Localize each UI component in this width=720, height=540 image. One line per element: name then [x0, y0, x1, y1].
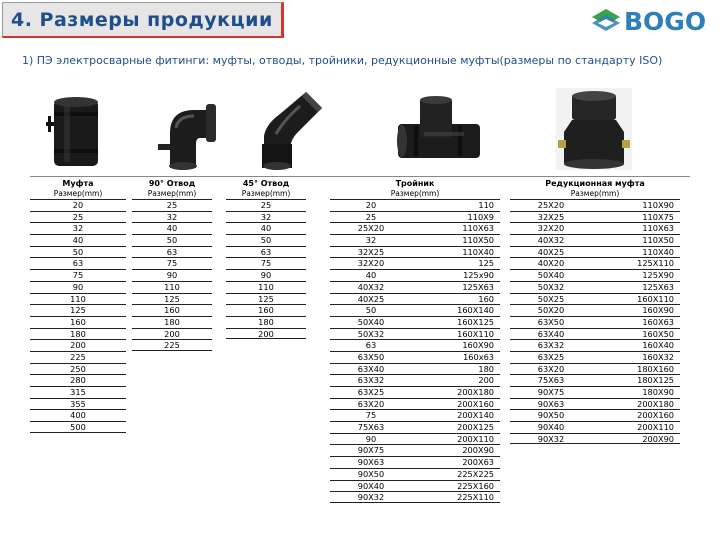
table-row [30, 316, 126, 328]
elbow45-image [256, 84, 328, 170]
table-cell: 110 [164, 281, 180, 292]
elbow90-table [132, 179, 212, 351]
table-cell: 180X90 [642, 387, 674, 397]
table-cell: 63X32 [357, 375, 385, 386]
table-cell: 110X90 [642, 200, 674, 210]
table-row [330, 421, 500, 433]
table-row [510, 222, 680, 234]
table-cell: 125X63 [642, 281, 674, 292]
table-top-rule [30, 176, 690, 177]
table-row [510, 293, 680, 305]
table-row [30, 409, 126, 421]
table-cell: 160X90 [462, 340, 494, 351]
table-cell: 50X32 [357, 328, 385, 339]
table-row [330, 246, 500, 258]
tee-image [394, 94, 484, 170]
table-row [510, 339, 680, 351]
table-cell: 90X50 [357, 468, 385, 479]
table-cell: 25 [260, 200, 272, 210]
elbow45-table [226, 179, 306, 339]
table-cell: 90X63 [357, 457, 385, 468]
table-row [30, 374, 126, 386]
reducer-title: Редукционная муфта [545, 179, 645, 188]
table-row [132, 246, 212, 258]
table-row [510, 409, 680, 421]
table-cell: 200X90 [642, 433, 674, 444]
table-cell: 90X40 [357, 480, 385, 491]
table-cell: 32 [260, 211, 272, 222]
elbow90-title: 90° Отвод [148, 179, 196, 188]
table-row [330, 398, 500, 410]
table-row [330, 304, 500, 316]
table-cell: 160X90 [642, 305, 674, 316]
table-cell: 40 [365, 270, 377, 281]
coupling-title: Муфта [62, 179, 94, 188]
table-row [330, 234, 500, 246]
table-cell: 160X140 [457, 305, 494, 316]
table-cell: 40 [260, 223, 272, 234]
tee-title: Тройник [395, 179, 435, 188]
table-row [510, 304, 680, 316]
table-cell: 125x90 [463, 270, 494, 281]
table-cell: 160X40 [642, 340, 674, 351]
table-row [226, 316, 306, 328]
table-row [510, 374, 680, 386]
table-cell: 63X50 [537, 316, 565, 327]
table-cell: 63X32 [537, 340, 565, 351]
table-cell: 75 [260, 258, 272, 269]
table-cell: 110 [478, 200, 494, 210]
table-cell: 110X75 [642, 211, 674, 222]
bogo-logo [590, 6, 715, 36]
table-cell: 40X25 [537, 246, 565, 257]
table-cell: 250 [70, 363, 86, 374]
table-cell: 50X32 [537, 281, 565, 292]
table-row [30, 234, 126, 246]
table-cell: 75 [166, 258, 178, 269]
table-cell: 200X180 [457, 387, 494, 397]
elbow45-unit: Размер(mm) [241, 189, 291, 198]
table-row [30, 328, 126, 340]
table-row [132, 281, 212, 293]
table-row [132, 339, 212, 351]
table-row [30, 222, 126, 234]
table-cell: 63X20 [357, 398, 385, 409]
table-cell: 225X225 [457, 468, 494, 479]
table-cell: 200X160 [637, 410, 674, 421]
table-row [132, 211, 212, 223]
table-row [510, 246, 680, 258]
table-row [510, 363, 680, 375]
table-row [132, 234, 212, 246]
table-cell: 500 [70, 422, 86, 433]
table-cell: 32X25 [537, 211, 565, 222]
table-row [226, 269, 306, 281]
table-cell: 50 [365, 305, 377, 316]
table-cell: 63 [260, 246, 272, 257]
table-cell: 63 [365, 340, 377, 351]
table-row [132, 222, 212, 234]
table-cell: 200X140 [457, 410, 494, 421]
table-row [510, 398, 680, 410]
table-row [510, 386, 680, 398]
table-cell: 160X110 [637, 293, 674, 304]
table-cell: 160X125 [457, 316, 494, 327]
table-cell: 32 [365, 235, 377, 246]
table-cell: 125X90 [642, 270, 674, 281]
table-row [226, 246, 306, 258]
table-cell: 40X32 [537, 235, 565, 246]
table-cell: 75X63 [537, 375, 565, 386]
table-cell: 400 [70, 410, 86, 421]
table-cell: 25 [365, 211, 377, 222]
table-cell: 180 [478, 363, 494, 374]
table-row [226, 328, 306, 340]
table-cell: 90X32 [537, 433, 565, 444]
table-cell: 40X32 [357, 281, 385, 292]
table-cell: 50X25 [537, 293, 565, 304]
table-row [330, 211, 500, 223]
table-row [330, 456, 500, 468]
logo-text: BOGO [624, 6, 707, 36]
table-cell: 25X20 [357, 223, 385, 234]
table-row [330, 281, 500, 293]
table-cell: 160X63 [642, 316, 674, 327]
table-row [510, 281, 680, 293]
table-cell: 50 [72, 246, 84, 257]
table-cell: 32 [166, 211, 178, 222]
table-row [510, 269, 680, 281]
table-cell: 160 [258, 305, 274, 316]
table-cell: 200 [70, 340, 86, 351]
table-row [30, 421, 126, 433]
table-row [330, 328, 500, 340]
table-row [510, 421, 680, 433]
table-row [330, 468, 500, 480]
table-cell: 225 [164, 340, 180, 351]
table-row [330, 444, 500, 456]
table-cell: 32 [72, 223, 84, 234]
table-cell: 50X40 [357, 316, 385, 327]
table-cell: 63X40 [357, 363, 385, 374]
table-row [132, 199, 212, 211]
table-cell: 63X20 [537, 363, 565, 374]
table-cell: 90X32 [357, 492, 385, 503]
table-row [226, 293, 306, 305]
table-cell: 63X40 [537, 328, 565, 339]
table-row [30, 281, 126, 293]
table-cell: 160X32 [642, 351, 674, 362]
table-cell: 200X90 [462, 445, 494, 456]
table-row [330, 222, 500, 234]
table-row [226, 211, 306, 223]
table-row [226, 281, 306, 293]
table-row [330, 491, 500, 503]
table-row [30, 386, 126, 398]
elbow90-image [150, 98, 220, 170]
table-row [132, 304, 212, 316]
coupling-image [44, 94, 104, 170]
table-cell: 40 [166, 223, 178, 234]
table-row [132, 316, 212, 328]
table-cell: 25 [72, 211, 84, 222]
table-cell: 180 [70, 328, 86, 339]
table-row [30, 211, 126, 223]
table-cell: 90 [72, 281, 84, 292]
table-row [30, 304, 126, 316]
table-cell: 40 [72, 235, 84, 246]
table-cell: 125 [258, 293, 274, 304]
table-cell: 110X9 [467, 211, 494, 222]
table-cell: 50X40 [537, 270, 565, 281]
table-cell: 200 [478, 375, 494, 386]
table-cell: 63X25 [357, 387, 385, 397]
table-cell: 225X160 [457, 480, 494, 491]
table-row [510, 433, 680, 445]
table-cell: 160x63 [463, 351, 494, 362]
table-cell: 160 [478, 293, 494, 304]
table-cell: 225 [70, 351, 86, 362]
table-row [330, 386, 500, 398]
table-cell: 90 [260, 270, 272, 281]
table-cell: 90X63 [537, 398, 565, 409]
table-cell: 110X40 [462, 246, 494, 257]
table-cell: 180 [258, 316, 274, 327]
table-cell: 90X50 [537, 410, 565, 421]
table-row [510, 257, 680, 269]
table-cell: 160 [164, 305, 180, 316]
table-row [30, 199, 126, 211]
table-row [510, 351, 680, 363]
table-cell: 63X25 [537, 351, 565, 362]
table-cell: 180X125 [637, 375, 674, 386]
table-cell: 200X63 [462, 457, 494, 468]
table-cell: 200X160 [457, 398, 494, 409]
table-row [132, 328, 212, 340]
coupling-unit: Размер(mm) [53, 189, 103, 198]
table-row [510, 211, 680, 223]
tee-table [330, 179, 500, 503]
table-cell: 110X40 [642, 246, 674, 257]
table-cell: 110X50 [642, 235, 674, 246]
table-row [226, 257, 306, 269]
table-cell: 110 [70, 293, 86, 304]
table-cell: 110X50 [462, 235, 494, 246]
elbow90-unit: Размер(mm) [147, 189, 197, 198]
table-cell: 90 [365, 433, 377, 444]
table-cell: 50 [166, 235, 178, 246]
reducer-table [510, 179, 680, 444]
table-cell: 63 [72, 258, 84, 269]
table-cell: 75 [72, 270, 84, 281]
table-row [132, 257, 212, 269]
table-cell: 40X20 [537, 258, 565, 269]
table-cell: 90X75 [537, 387, 565, 397]
table-cell: 180 [164, 316, 180, 327]
table-cell: 200X180 [637, 398, 674, 409]
table-row [30, 293, 126, 305]
elbow45-title: 45° Отвод [242, 179, 290, 188]
table-cell: 200X125 [457, 422, 494, 433]
table-cell: 63 [166, 246, 178, 257]
table-row [30, 351, 126, 363]
table-cell: 160 [70, 316, 86, 327]
table-row [330, 480, 500, 492]
reducer-image [556, 88, 632, 170]
table-row [30, 246, 126, 258]
table-cell: 32X20 [357, 258, 385, 269]
table-row [510, 234, 680, 246]
table-row [330, 433, 500, 445]
table-cell: 90 [166, 270, 178, 281]
table-cell: 63X50 [357, 351, 385, 362]
table-cell: 200X110 [637, 422, 674, 433]
table-cell: 25X20 [537, 200, 565, 210]
table-cell: 125 [164, 293, 180, 304]
table-cell: 25 [166, 200, 178, 210]
table-row [30, 363, 126, 375]
table-cell: 90X75 [357, 445, 385, 456]
table-cell: 180X160 [637, 363, 674, 374]
table-row [226, 304, 306, 316]
page-title-box [2, 2, 284, 38]
bogo-logo-icon [590, 7, 622, 35]
table-cell: 200 [164, 328, 180, 339]
table-cell: 32X25 [357, 246, 385, 257]
table-row [132, 293, 212, 305]
table-cell: 355 [70, 398, 86, 409]
table-cell: 75X63 [357, 422, 385, 433]
table-row [330, 363, 500, 375]
table-row [226, 222, 306, 234]
table-row [330, 339, 500, 351]
table-row [510, 316, 680, 328]
table-row [330, 351, 500, 363]
table-cell: 40X25 [357, 293, 385, 304]
table-cell: 280 [70, 375, 86, 386]
table-cell: 125 [70, 305, 86, 316]
table-row [226, 234, 306, 246]
table-cell: 110X63 [642, 223, 674, 234]
table-cell: 125 [478, 258, 494, 269]
table-row [330, 316, 500, 328]
table-cell: 90X40 [537, 422, 565, 433]
table-row [30, 269, 126, 281]
table-cell: 50 [260, 235, 272, 246]
page-title: 4. Размеры продукции [11, 8, 273, 31]
reducer-unit: Размер(mm) [570, 189, 620, 198]
table-row [510, 199, 680, 211]
table-row [330, 409, 500, 421]
table-cell: 160X110 [457, 328, 494, 339]
table-cell: 315 [70, 387, 86, 397]
table-row [330, 269, 500, 281]
table-row [30, 398, 126, 410]
table-row [330, 199, 500, 211]
table-cell: 225X110 [457, 492, 494, 503]
subtitle: 1) ПЭ электросварные фитинги: муфты, отводы, тройники, редукционные муфты(размеры по стандарту ISO) [22, 54, 663, 67]
table-cell: 32X20 [537, 223, 565, 234]
coupling-table [30, 179, 126, 433]
table-cell: 110X63 [462, 223, 494, 234]
table-cell: 200 [258, 328, 274, 339]
table-cell: 200X110 [457, 433, 494, 444]
table-row [132, 269, 212, 281]
table-cell: 125X63 [462, 281, 494, 292]
table-cell: 75 [365, 410, 377, 421]
table-cell: 20 [365, 200, 377, 210]
table-cell: 125X110 [637, 258, 674, 269]
table-row [30, 339, 126, 351]
table-cell: 20 [72, 200, 84, 210]
tee-unit: Размер(mm) [390, 189, 440, 198]
table-cell: 110 [258, 281, 274, 292]
table-row [30, 257, 126, 269]
table-row [330, 293, 500, 305]
table-cell: 160X50 [642, 328, 674, 339]
table-cell: 50X20 [537, 305, 565, 316]
table-row [330, 374, 500, 386]
table-row [226, 199, 306, 211]
table-row [330, 257, 500, 269]
table-row [510, 328, 680, 340]
